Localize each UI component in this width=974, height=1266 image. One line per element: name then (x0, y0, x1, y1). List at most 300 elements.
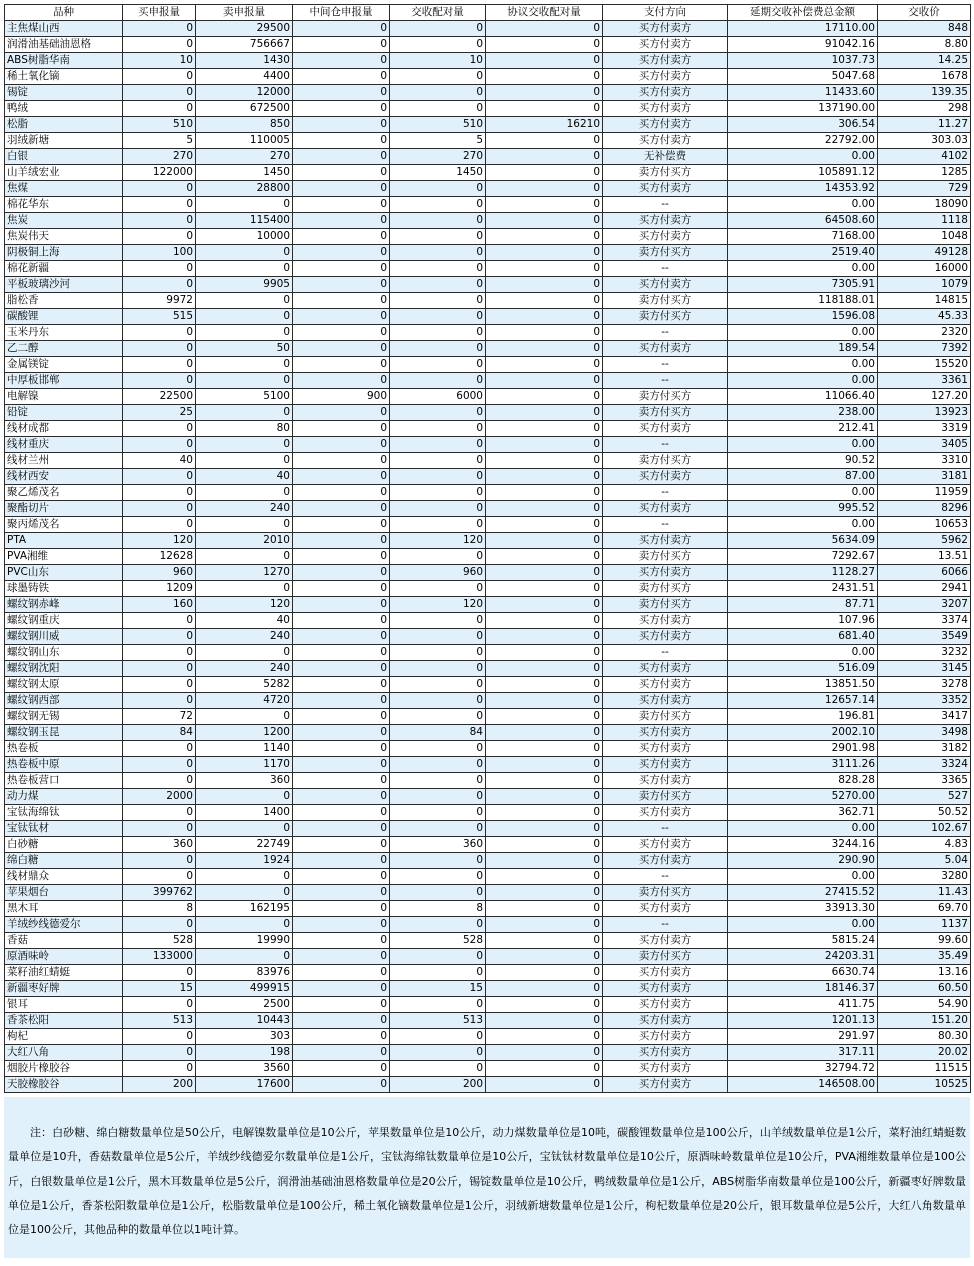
table-row (5, 581, 971, 597)
sell-declared-cell: 240 (196, 501, 293, 517)
intermediate-declared-cell: 0 (293, 933, 390, 949)
delivery-matched-cell: 528 (390, 933, 486, 949)
buy-declared-cell: 10 (123, 53, 196, 69)
agreement-matched-cell: 0 (486, 293, 603, 309)
sell-declared-cell: 4400 (196, 69, 293, 85)
buy-declared-cell: 0 (123, 85, 196, 101)
table-row (5, 389, 971, 405)
delivery-price-cell: 3365 (878, 773, 971, 789)
sell-declared-cell: 756667 (196, 37, 293, 53)
table-row (5, 357, 971, 373)
table-row (5, 37, 971, 53)
delivery-matched-cell: 513 (390, 1013, 486, 1029)
payment-direction-cell: 卖方付买方 (603, 885, 728, 901)
table-body (5, 21, 971, 1093)
delivery-price-cell: 8296 (878, 501, 971, 517)
payment-direction-cell: -- (603, 485, 728, 501)
payment-direction-cell: 买方付卖方 (603, 117, 728, 133)
variety-cell: 白砂糖 (5, 837, 123, 853)
compensation-cell: 5047.68 (728, 69, 878, 85)
delivery-matched-cell: 120 (390, 597, 486, 613)
agreement-matched-cell: 0 (486, 85, 603, 101)
payment-direction-cell: 买方付卖方 (603, 1029, 728, 1045)
payment-direction-cell: 买方付卖方 (603, 1045, 728, 1061)
table-row (5, 101, 971, 117)
compensation-cell: 0.00 (728, 197, 878, 213)
sell-declared-cell: 12000 (196, 85, 293, 101)
agreement-matched-cell: 0 (486, 437, 603, 453)
sell-declared-cell: 2010 (196, 533, 293, 549)
payment-direction-cell: 卖方付买方 (603, 245, 728, 261)
buy-declared-cell: 0 (123, 229, 196, 245)
variety-cell: 动力煤 (5, 789, 123, 805)
delivery-price-cell: 3319 (878, 421, 971, 437)
buy-declared-cell: 0 (123, 213, 196, 229)
buy-declared-cell: 0 (123, 757, 196, 773)
compensation-cell: 7292.67 (728, 549, 878, 565)
delivery-matched-cell: 0 (390, 997, 486, 1013)
delivery-matched-cell: 0 (390, 229, 486, 245)
delivery-matched-cell: 0 (390, 757, 486, 773)
buy-declared-cell: 513 (123, 1013, 196, 1029)
intermediate-declared-cell: 0 (293, 869, 390, 885)
payment-direction-cell: 买方付卖方 (603, 277, 728, 293)
payment-direction-cell: 买方付卖方 (603, 85, 728, 101)
agreement-matched-cell: 0 (486, 1045, 603, 1061)
table-row (5, 325, 971, 341)
compensation-cell: 2002.10 (728, 725, 878, 741)
variety-cell: 聚丙烯茂名 (5, 517, 123, 533)
table-row (5, 261, 971, 277)
compensation-cell: 33913.30 (728, 901, 878, 917)
table-row (5, 405, 971, 421)
payment-direction-cell: 卖方付买方 (603, 453, 728, 469)
delivery-price-cell: 139.35 (878, 85, 971, 101)
variety-cell: 鸭绒 (5, 101, 123, 117)
delivery-price-cell: 13.16 (878, 965, 971, 981)
table-row (5, 837, 971, 853)
table-row (5, 533, 971, 549)
buy-declared-cell: 100 (123, 245, 196, 261)
delivery-price-cell: 35.49 (878, 949, 971, 965)
variety-cell: 锡锭 (5, 85, 123, 101)
delivery-price-cell: 4.83 (878, 837, 971, 853)
payment-direction-cell: 买方付卖方 (603, 1061, 728, 1077)
buy-declared-cell: 0 (123, 517, 196, 533)
table-row (5, 309, 971, 325)
delivery-matched-cell: 0 (390, 1029, 486, 1045)
payment-direction-cell: 卖方付买方 (603, 549, 728, 565)
variety-cell: ABS树脂华南 (5, 53, 123, 69)
intermediate-declared-cell: 0 (293, 789, 390, 805)
intermediate-declared-cell: 0 (293, 741, 390, 757)
compensation-cell: 1128.27 (728, 565, 878, 581)
variety-cell: 主焦煤山西 (5, 21, 123, 37)
table-row (5, 1045, 971, 1061)
agreement-matched-cell: 0 (486, 229, 603, 245)
table-row (5, 373, 971, 389)
delivery-matched-cell: 0 (390, 341, 486, 357)
variety-cell: 白银 (5, 149, 123, 165)
variety-cell: 棉花华东 (5, 197, 123, 213)
table-row (5, 21, 971, 37)
compensation-cell: 146508.00 (728, 1077, 878, 1093)
sell-declared-cell: 0 (196, 293, 293, 309)
payment-direction-cell: 买方付卖方 (603, 533, 728, 549)
intermediate-declared-cell: 0 (293, 965, 390, 981)
payment-direction-cell: 卖方付买方 (603, 949, 728, 965)
compensation-cell: 22792.00 (728, 133, 878, 149)
compensation-cell: 290.90 (728, 853, 878, 869)
agreement-matched-cell: 0 (486, 357, 603, 373)
sell-declared-cell: 0 (196, 357, 293, 373)
sell-declared-cell: 1170 (196, 757, 293, 773)
agreement-matched-cell: 0 (486, 389, 603, 405)
header-payment-direction: 支付方向 (603, 5, 728, 21)
compensation-cell: 0.00 (728, 325, 878, 341)
table-row (5, 917, 971, 933)
agreement-matched-cell: 0 (486, 741, 603, 757)
sell-declared-cell: 0 (196, 197, 293, 213)
agreement-matched-cell: 0 (486, 853, 603, 869)
delivery-price-cell: 99.60 (878, 933, 971, 949)
intermediate-declared-cell: 0 (293, 261, 390, 277)
delivery-matched-cell: 0 (390, 677, 486, 693)
variety-cell: 平板玻璃沙河 (5, 277, 123, 293)
intermediate-declared-cell: 0 (293, 165, 390, 181)
delivery-matched-cell: 0 (390, 485, 486, 501)
table-row (5, 757, 971, 773)
payment-direction-cell: 买方付卖方 (603, 421, 728, 437)
intermediate-declared-cell: 0 (293, 133, 390, 149)
compensation-cell: 212.41 (728, 421, 878, 437)
table-row (5, 725, 971, 741)
sell-declared-cell: 29500 (196, 21, 293, 37)
delivery-price-cell: 11.43 (878, 885, 971, 901)
agreement-matched-cell: 0 (486, 901, 603, 917)
delivery-price-cell: 3310 (878, 453, 971, 469)
delivery-price-cell: 3549 (878, 629, 971, 645)
delivery-matched-cell: 0 (390, 21, 486, 37)
buy-declared-cell: 0 (123, 645, 196, 661)
variety-cell: 聚酯切片 (5, 501, 123, 517)
delivery-price-cell: 3352 (878, 693, 971, 709)
agreement-matched-cell: 0 (486, 453, 603, 469)
intermediate-declared-cell: 0 (293, 821, 390, 837)
payment-direction-cell: -- (603, 517, 728, 533)
compensation-cell: 189.54 (728, 341, 878, 357)
compensation-cell: 17110.00 (728, 21, 878, 37)
intermediate-declared-cell: 0 (293, 773, 390, 789)
buy-declared-cell: 0 (123, 469, 196, 485)
payment-direction-cell: -- (603, 645, 728, 661)
agreement-matched-cell: 0 (486, 69, 603, 85)
agreement-matched-cell: 0 (486, 1013, 603, 1029)
table-row (5, 341, 971, 357)
compensation-cell: 5815.24 (728, 933, 878, 949)
payment-direction-cell: 买方付卖方 (603, 1077, 728, 1093)
intermediate-declared-cell: 0 (293, 277, 390, 293)
buy-declared-cell: 8 (123, 901, 196, 917)
delivery-price-cell: 3498 (878, 725, 971, 741)
intermediate-declared-cell: 0 (293, 437, 390, 453)
sell-declared-cell: 19990 (196, 933, 293, 949)
delivery-matched-cell: 0 (390, 421, 486, 437)
header-buy-declared: 买申报量 (123, 5, 196, 21)
compensation-cell: 137190.00 (728, 101, 878, 117)
compensation-cell: 0.00 (728, 373, 878, 389)
intermediate-declared-cell: 0 (293, 645, 390, 661)
compensation-cell: 24203.31 (728, 949, 878, 965)
sell-declared-cell: 0 (196, 437, 293, 453)
sell-declared-cell: 22749 (196, 837, 293, 853)
intermediate-declared-cell: 0 (293, 1029, 390, 1045)
table-row (5, 229, 971, 245)
compensation-cell: 14353.92 (728, 181, 878, 197)
delivery-matched-cell: 1450 (390, 165, 486, 181)
agreement-matched-cell: 0 (486, 213, 603, 229)
variety-cell: 松脂 (5, 117, 123, 133)
table-row (5, 709, 971, 725)
payment-direction-cell: -- (603, 821, 728, 837)
intermediate-declared-cell: 0 (293, 101, 390, 117)
payment-direction-cell: 买方付卖方 (603, 501, 728, 517)
compensation-cell: 1201.13 (728, 1013, 878, 1029)
agreement-matched-cell: 0 (486, 789, 603, 805)
buy-declared-cell: 0 (123, 1061, 196, 1077)
buy-declared-cell: 0 (123, 629, 196, 645)
agreement-matched-cell: 0 (486, 757, 603, 773)
sell-declared-cell: 0 (196, 517, 293, 533)
compensation-cell: 2431.51 (728, 581, 878, 597)
footnote-text: 注：白砂糖、绵白糖数量单位是50公斤，电解镍数量单位是10公斤，苹果数量单位是10公斤，动力煤数量单位是10吨，碳酸锂数量单位是100公斤，山羊绒数量单位是1公斤，菜籽油红蜻蜓数量单位是10升，香菇数量单位是5公斤，羊绒纱线德爱尔数量单位是1公斤，宝钛海绵钛数量单位是10公斤，宝钛钛材数量单位是10公斤，原酒味岭数量单位是10公斤，PVA湘维数量单位是100公斤，白银数量单位是1公斤，黑木耳数量单位是5公斤，润滑油基础油恩格数量单位是20公斤，锡锭数量单位是10公斤，鸭绒数量单位是1公斤，ABS树脂华南数量单位是100公斤，新疆枣好牌数量单位是1公斤，香茶松阳数量单位是1公斤，松脂数量单位是100公斤，稀土氧化镝数量单位是1公斤，羽绒新塘数量单位是1公斤，枸杞数量单位是20公斤，银耳数量单位是5公斤，大红八角数量单位是100公斤，其他品种的数量单位以1吨计算。 (8, 1126, 966, 1237)
variety-cell: 螺纹钢无锡 (5, 709, 123, 725)
variety-cell: 羽绒新塘 (5, 133, 123, 149)
delivery-matched-cell: 510 (390, 117, 486, 133)
buy-declared-cell: 0 (123, 277, 196, 293)
delivery-matched-cell: 0 (390, 501, 486, 517)
buy-declared-cell: 0 (123, 357, 196, 373)
intermediate-declared-cell: 0 (293, 181, 390, 197)
buy-declared-cell: 0 (123, 197, 196, 213)
delivery-price-cell: 8.80 (878, 37, 971, 53)
payment-direction-cell: 买方付卖方 (603, 853, 728, 869)
delivery-matched-cell: 0 (390, 661, 486, 677)
agreement-matched-cell: 0 (486, 885, 603, 901)
delivery-price-cell: 3405 (878, 437, 971, 453)
table-row (5, 69, 971, 85)
sell-declared-cell: 28800 (196, 181, 293, 197)
sell-declared-cell: 1450 (196, 165, 293, 181)
agreement-matched-cell: 0 (486, 997, 603, 1013)
intermediate-declared-cell: 0 (293, 1077, 390, 1093)
intermediate-declared-cell: 0 (293, 485, 390, 501)
buy-declared-cell: 360 (123, 837, 196, 853)
table-row (5, 469, 971, 485)
buy-declared-cell: 133000 (123, 949, 196, 965)
payment-direction-cell: 买方付卖方 (603, 101, 728, 117)
agreement-matched-cell: 0 (486, 53, 603, 69)
buy-declared-cell: 1209 (123, 581, 196, 597)
delivery-matched-cell: 0 (390, 581, 486, 597)
compensation-cell: 12657.14 (728, 693, 878, 709)
table-row (5, 1029, 971, 1045)
buy-declared-cell: 0 (123, 917, 196, 933)
table-row (5, 277, 971, 293)
variety-cell: 铅锭 (5, 405, 123, 421)
intermediate-declared-cell: 0 (293, 117, 390, 133)
footnote-panel (4, 1097, 970, 1258)
agreement-matched-cell: 0 (486, 197, 603, 213)
table-row (5, 629, 971, 645)
compensation-cell: 362.71 (728, 805, 878, 821)
delivery-matched-cell: 0 (390, 453, 486, 469)
compensation-cell: 995.52 (728, 501, 878, 517)
variety-cell: 热卷板营口 (5, 773, 123, 789)
payment-direction-cell: 买方付卖方 (603, 757, 728, 773)
buy-declared-cell: 0 (123, 325, 196, 341)
buy-declared-cell: 0 (123, 1029, 196, 1045)
delivery-matched-cell: 0 (390, 213, 486, 229)
sell-declared-cell: 1140 (196, 741, 293, 757)
table-row (5, 677, 971, 693)
buy-declared-cell: 15 (123, 981, 196, 997)
payment-direction-cell: 卖方付买方 (603, 293, 728, 309)
sell-declared-cell: 0 (196, 645, 293, 661)
payment-direction-cell: 买方付卖方 (603, 837, 728, 853)
delivery-matched-cell: 0 (390, 629, 486, 645)
delivery-price-cell: 527 (878, 789, 971, 805)
sell-declared-cell: 0 (196, 325, 293, 341)
sell-declared-cell: 40 (196, 469, 293, 485)
intermediate-declared-cell: 0 (293, 597, 390, 613)
delivery-matched-cell: 200 (390, 1077, 486, 1093)
compensation-cell: 6630.74 (728, 965, 878, 981)
intermediate-declared-cell: 0 (293, 901, 390, 917)
buy-declared-cell: 510 (123, 117, 196, 133)
agreement-matched-cell: 0 (486, 309, 603, 325)
payment-direction-cell: 卖方付买方 (603, 309, 728, 325)
compensation-cell: 0.00 (728, 645, 878, 661)
delivery-price-cell: 4102 (878, 149, 971, 165)
table-row (5, 741, 971, 757)
intermediate-declared-cell: 0 (293, 629, 390, 645)
delivery-matched-cell: 0 (390, 293, 486, 309)
delivery-matched-cell: 0 (390, 85, 486, 101)
sell-declared-cell: 850 (196, 117, 293, 133)
compensation-cell: 306.54 (728, 117, 878, 133)
table-row (5, 645, 971, 661)
compensation-cell: 238.00 (728, 405, 878, 421)
payment-direction-cell: -- (603, 357, 728, 373)
delivery-price-cell: 10525 (878, 1077, 971, 1093)
sell-declared-cell: 0 (196, 917, 293, 933)
table-row (5, 165, 971, 181)
variety-cell: 螺纹钢太原 (5, 677, 123, 693)
agreement-matched-cell: 0 (486, 149, 603, 165)
delivery-matched-cell: 0 (390, 821, 486, 837)
intermediate-declared-cell: 0 (293, 245, 390, 261)
delivery-price-cell: 3232 (878, 645, 971, 661)
delivery-matched-cell: 0 (390, 405, 486, 421)
payment-direction-cell: 买方付卖方 (603, 805, 728, 821)
agreement-matched-cell: 0 (486, 645, 603, 661)
payment-direction-cell: -- (603, 869, 728, 885)
table-row (5, 565, 971, 581)
delivery-price-cell: 2941 (878, 581, 971, 597)
variety-cell: 大红八角 (5, 1045, 123, 1061)
intermediate-declared-cell: 0 (293, 565, 390, 581)
buy-declared-cell: 0 (123, 341, 196, 357)
table-row (5, 117, 971, 133)
sell-declared-cell: 499915 (196, 981, 293, 997)
sell-declared-cell: 50 (196, 341, 293, 357)
variety-cell: 香菇 (5, 933, 123, 949)
variety-cell: 线材西安 (5, 469, 123, 485)
agreement-matched-cell: 0 (486, 405, 603, 421)
delivery-price-cell: 3145 (878, 661, 971, 677)
delivery-matched-cell: 0 (390, 645, 486, 661)
sell-declared-cell: 0 (196, 373, 293, 389)
buy-declared-cell: 84 (123, 725, 196, 741)
agreement-matched-cell: 0 (486, 965, 603, 981)
compensation-cell: 0.00 (728, 485, 878, 501)
agreement-matched-cell: 0 (486, 597, 603, 613)
payment-direction-cell: 卖方付买方 (603, 789, 728, 805)
buy-declared-cell: 120 (123, 533, 196, 549)
agreement-matched-cell: 0 (486, 1029, 603, 1045)
agreement-matched-cell: 0 (486, 1061, 603, 1077)
agreement-matched-cell: 0 (486, 805, 603, 821)
buy-declared-cell: 22500 (123, 389, 196, 405)
buy-declared-cell: 160 (123, 597, 196, 613)
delivery-price-cell: 3374 (878, 613, 971, 629)
intermediate-declared-cell: 0 (293, 709, 390, 725)
delivery-matched-cell: 270 (390, 149, 486, 165)
payment-direction-cell: 买方付卖方 (603, 133, 728, 149)
delivery-matched-cell: 0 (390, 709, 486, 725)
buy-declared-cell: 270 (123, 149, 196, 165)
delivery-price-cell: 2320 (878, 325, 971, 341)
variety-cell: 热卷板 (5, 741, 123, 757)
agreement-matched-cell: 0 (486, 933, 603, 949)
delivery-matched-cell: 0 (390, 869, 486, 885)
buy-declared-cell: 0 (123, 773, 196, 789)
delivery-matched-cell: 0 (390, 917, 486, 933)
intermediate-declared-cell: 0 (293, 197, 390, 213)
buy-declared-cell: 0 (123, 421, 196, 437)
delivery-price-cell: 14.25 (878, 53, 971, 69)
variety-cell: 润滑油基础油恩格 (5, 37, 123, 53)
agreement-matched-cell: 0 (486, 869, 603, 885)
variety-cell: 热卷板中原 (5, 757, 123, 773)
table-row (5, 613, 971, 629)
delivery-matched-cell: 0 (390, 789, 486, 805)
variety-cell: 绵白糖 (5, 853, 123, 869)
delivery-matched-cell: 0 (390, 805, 486, 821)
table-row (5, 453, 971, 469)
payment-direction-cell: 买方付卖方 (603, 933, 728, 949)
table-row (5, 789, 971, 805)
sell-declared-cell: 0 (196, 949, 293, 965)
sell-declared-cell: 162195 (196, 901, 293, 917)
table-row (5, 517, 971, 533)
variety-cell: 阴极铜上海 (5, 245, 123, 261)
header-agreement-matched: 协议交收配对量 (486, 5, 603, 21)
intermediate-declared-cell: 0 (293, 981, 390, 997)
agreement-matched-cell: 0 (486, 133, 603, 149)
variety-cell: 苹果烟台 (5, 885, 123, 901)
